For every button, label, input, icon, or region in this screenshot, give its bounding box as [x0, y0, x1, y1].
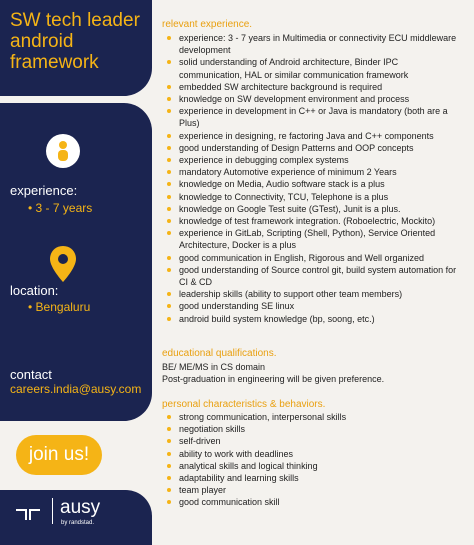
left-panel	[0, 0, 154, 545]
list-item: adaptability and learning skills	[162, 472, 462, 484]
list-item: good communication skill	[162, 496, 462, 508]
list-item: embedded SW architecture background is required	[162, 81, 462, 93]
bullet-icon: •	[28, 201, 33, 215]
list-item: good understanding of Design Patterns and OOP concepts	[162, 142, 462, 154]
person-icon	[46, 134, 80, 168]
ausy-logo-icon	[14, 506, 42, 526]
job-title-line-3: framework	[10, 52, 99, 73]
contact-email-link[interactable]: careers.india@ausy.com	[10, 382, 142, 396]
logo-word: ausy	[60, 497, 101, 518]
education-heading: educational qualifications.	[162, 348, 277, 359]
location-label: location:	[10, 283, 59, 298]
experience-label: experience:	[10, 183, 78, 198]
list-item: knowledge on Media, Audio software stack is a plus	[162, 178, 462, 190]
list-item: negotiation skills	[162, 423, 462, 435]
list-item: leadership skills (ability to support other team members)	[162, 288, 462, 300]
list-item: strong communication, interpersonal skills	[162, 411, 462, 423]
relevant-experience-list	[162, 32, 462, 325]
list-item: experience in designing, re factoring Java and C++ components	[162, 130, 462, 142]
list-item: android build system knowledge (bp, soong, etc.)	[162, 313, 462, 325]
list-item: experience in GitLab, Scripting (Shell, Python), Service Oriented Architecture, Docker is a plus	[162, 227, 462, 251]
personal-heading: personal characteristics & behaviors.	[162, 399, 326, 410]
job-title-line-1: SW tech leader	[10, 10, 140, 31]
contact-label: contact	[10, 367, 52, 382]
education-line-2: Post-graduation in engineering will be given preference.	[162, 374, 385, 384]
join-us-button[interactable]: join us!	[16, 435, 102, 475]
bullet-icon: •	[28, 300, 33, 314]
relevant-experience-heading: relevant experience.	[162, 19, 253, 30]
personal-characteristics-list	[162, 411, 462, 509]
list-item: knowledge to Connectivity, TCU, Telephone is a plus	[162, 191, 462, 203]
list-item: knowledge of test framework integration. (Roboelectric, Mockito)	[162, 215, 462, 227]
list-item: experience in debugging complex systems	[162, 154, 462, 166]
list-item: experience in development in C++ or Java is mandatory (both are a Plus)	[162, 105, 462, 129]
list-item: experience: 3 - 7 years in Multimedia or connectivity ECU middleware development	[162, 32, 462, 56]
list-item: good understanding of Source control git, build system automation for CI & CD	[162, 264, 462, 288]
ausy-logo-card	[0, 490, 152, 545]
location-value-text: Bengaluru	[35, 300, 91, 314]
education-line-1: BE/ ME/MS in CS domain	[162, 362, 266, 372]
job-title-card	[0, 0, 152, 96]
list-item: ability to work with deadlines	[162, 448, 462, 460]
location-pin-icon	[46, 244, 80, 284]
list-item: solid understanding of Android architecture, Binder IPC communication, HAL or similar communication framework	[162, 56, 462, 80]
logo-divider	[52, 498, 53, 524]
list-item: good communication in English, Rigorous and Well organized	[162, 252, 462, 264]
list-item: knowledge on Google Test suite (GTest), Junit is a plus.	[162, 203, 462, 215]
experience-value	[28, 201, 92, 215]
job-title-line-2: android	[10, 31, 74, 52]
experience-value-text: 3 - 7 years	[35, 201, 93, 215]
list-item: knowledge on SW development environment and process	[162, 93, 462, 105]
location-value	[28, 300, 90, 314]
list-item: team player	[162, 484, 462, 496]
logo-sub: by randstad.	[61, 520, 95, 526]
list-item: good understanding SE linux	[162, 300, 462, 312]
list-item: analytical skills and logical thinking	[162, 460, 462, 472]
list-item: self-driven	[162, 435, 462, 447]
list-item: mandatory Automotive experience of minimum 2 Years	[162, 166, 462, 178]
